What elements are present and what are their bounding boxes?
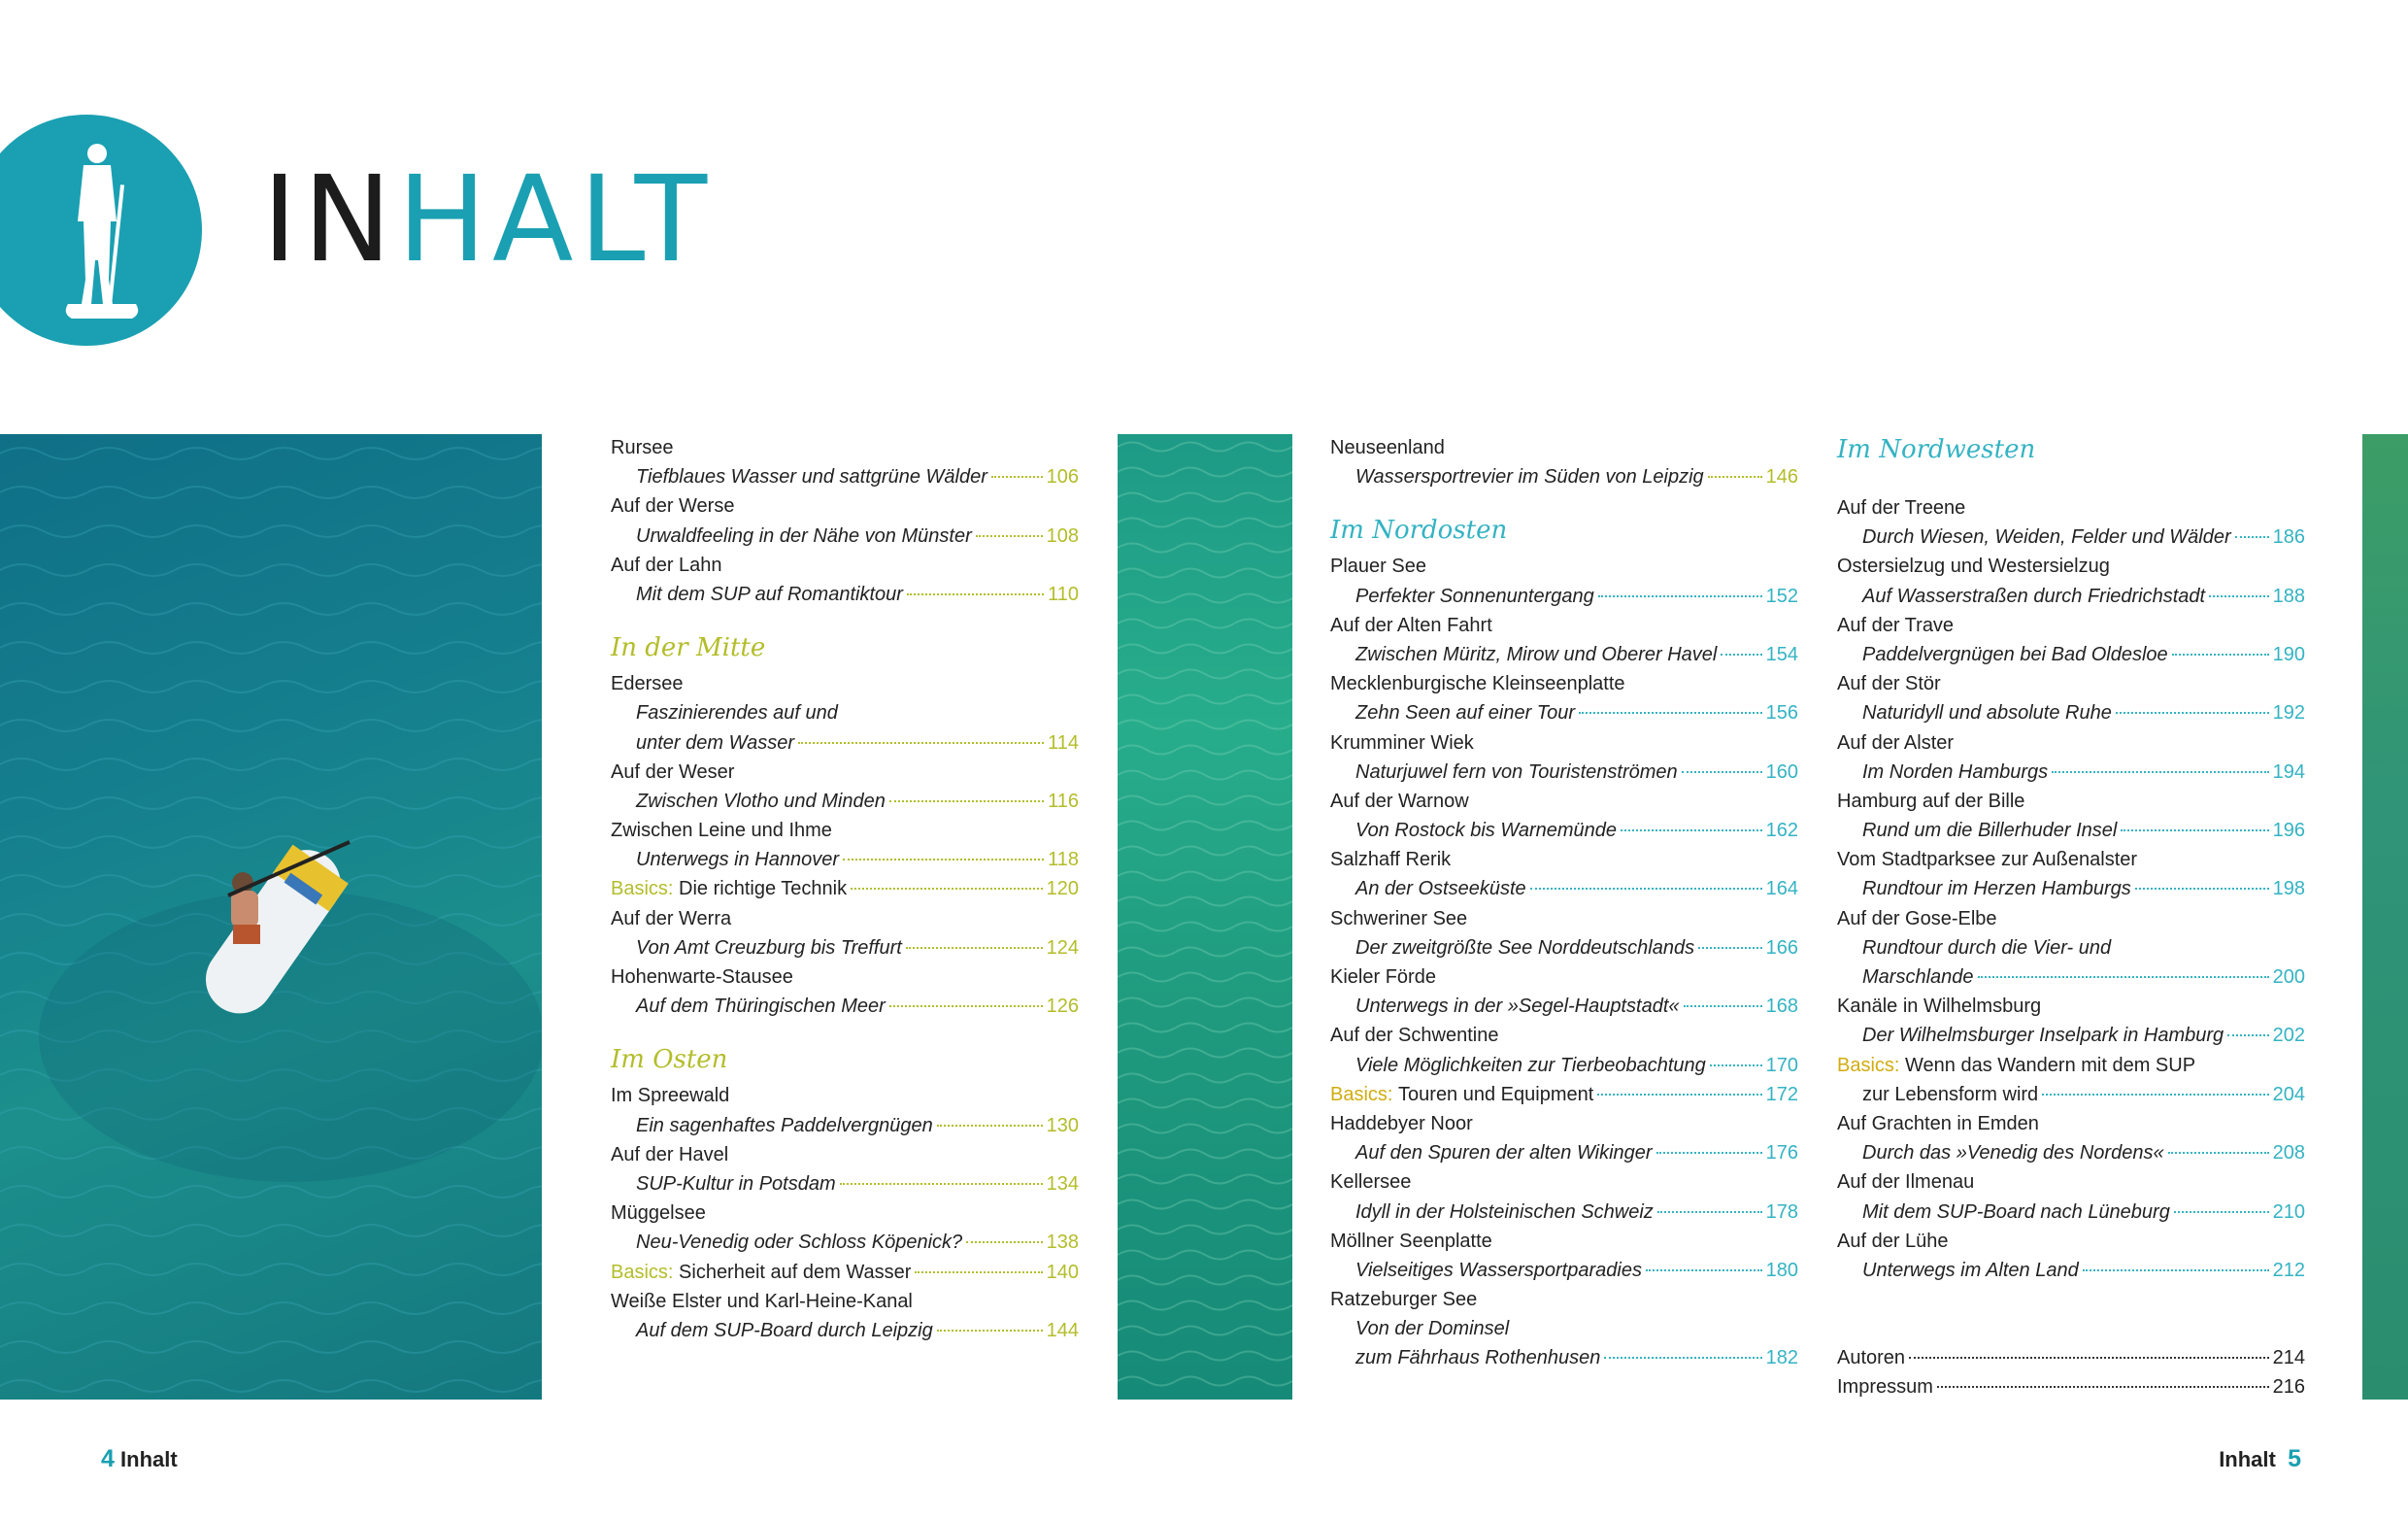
section-heading-osten: Im Osten — [611, 1045, 728, 1075]
toc-subtitle: Der Wilhelmsburger Inselpark in Hamburg — [1862, 1025, 2224, 1047]
toc-title: Salzhaff Rerik — [1330, 849, 1452, 871]
page-number: 166 — [1765, 936, 1798, 959]
toc-title: Hohenwarte-Stausee — [611, 966, 793, 988]
folio-left: 4 — [101, 1445, 115, 1472]
toc-subtitle: Wassersportrevier im Süden von Leipzig — [1355, 466, 1704, 489]
toc-entry[interactable] — [611, 1169, 1079, 1198]
toc-subtitle: Zwischen Vlotho und Minden — [636, 790, 886, 812]
page-number: 198 — [2272, 878, 2305, 900]
toc-entry[interactable] — [1837, 1138, 2305, 1167]
basics-label: Basics: — [611, 1261, 674, 1283]
folio-right: 5 — [2288, 1445, 2301, 1472]
toc-subtitle: Unterwegs im Alten Land — [1862, 1259, 2079, 1281]
toc-title: Neuseenland — [1330, 437, 1445, 458]
toc-subtitle: Naturidyll und absolute Ruhe — [1862, 702, 2112, 725]
toc-title: Müggelsee — [611, 1202, 706, 1225]
page-number: 106 — [1046, 466, 1079, 489]
toc-title: Auf der Lahn — [611, 554, 722, 576]
toc-column-2 — [1330, 433, 1798, 1373]
page-number: 202 — [2272, 1025, 2305, 1047]
toc-entry[interactable] — [1837, 582, 2305, 611]
toc-entry[interactable] — [1330, 1198, 1798, 1227]
toc-title: Auf der Weser — [611, 760, 735, 783]
basics-text: Die richtige Technik — [679, 878, 848, 900]
toc-subtitle: Rund um die Billerhuder Insel — [1862, 820, 2118, 842]
basics-label: Basics: — [1837, 1054, 1900, 1076]
toc-subtitle: Zwischen Müritz, Mirow und Oberer Havel — [1355, 643, 1718, 665]
toc-entry[interactable] — [1330, 698, 1798, 727]
basics-text: Touren und Equipment — [1398, 1083, 1594, 1105]
toc-entry[interactable] — [611, 1111, 1079, 1140]
toc-title: Auf der Treene — [1837, 497, 1966, 519]
page-number: 152 — [1765, 585, 1798, 607]
toc-entry[interactable] — [1837, 1021, 2305, 1050]
toc-subtitle: Tiefblaues Wasser und sattgrüne Wälder — [636, 466, 987, 489]
toc-entry[interactable] — [1837, 962, 2305, 992]
toc-entry[interactable] — [611, 1228, 1079, 1257]
toc-subtitle: Mit dem SUP auf Romantiktour — [636, 583, 903, 605]
toc-basics-entry[interactable] — [1837, 1080, 2305, 1109]
page-number: 188 — [2272, 585, 2305, 607]
toc-subtitle: Idyll in der Holsteinischen Schweiz — [1355, 1200, 1654, 1223]
photo-paddleboarder — [0, 434, 542, 1400]
toc-subtitle: Urwaldfeeling in der Nähe von Münster — [636, 524, 972, 547]
toc-entry[interactable] — [1330, 1343, 1798, 1372]
toc-entry[interactable] — [1837, 523, 2305, 552]
paddleboarder-icon — [0, 115, 202, 346]
toc-entry[interactable] — [1837, 758, 2305, 787]
page-number: 146 — [1765, 466, 1798, 489]
toc-entry[interactable] — [1837, 1256, 2305, 1285]
running-footer-left: Inhalt — [120, 1447, 178, 1471]
toc-title: Auf der Lühe — [1837, 1230, 1949, 1252]
basics-label: Basics: — [611, 878, 674, 900]
basics-label: Basics: — [1330, 1083, 1393, 1105]
page-number: 204 — [2272, 1083, 2305, 1105]
page-number: 134 — [1046, 1172, 1079, 1195]
toc-title: Auf der Havel — [611, 1143, 729, 1165]
toc-entry[interactable] — [1837, 874, 2305, 903]
toc-entry[interactable] — [1330, 1256, 1798, 1285]
toc-title: Zwischen Leine und Ihme — [611, 820, 832, 842]
toc-entry[interactable] — [611, 462, 1079, 491]
toc-subtitle: Perfekter Sonnenuntergang — [1355, 585, 1594, 607]
toc-subtitle: Unterwegs in Hannover — [636, 849, 839, 871]
page-number: 120 — [1046, 878, 1079, 900]
toc-title: Weiße Elster und Karl-Heine-Kanal — [611, 1290, 913, 1312]
toc-entry[interactable] — [1330, 874, 1798, 903]
toc-title: Auf der Werra — [611, 907, 732, 929]
title-part-teal: HALT — [397, 151, 714, 288]
page-number: 114 — [1048, 731, 1079, 754]
page-number: 178 — [1765, 1200, 1798, 1223]
toc-subtitle: Auf Wasserstraßen durch Friedrichstadt — [1862, 585, 2206, 607]
toc-entry[interactable] — [611, 580, 1079, 609]
page-number: 138 — [1046, 1232, 1079, 1254]
toc-subtitle: Marschlande — [1862, 966, 1974, 988]
toc-entry[interactable] — [1330, 640, 1798, 669]
toc-impressum[interactable] — [1837, 1372, 2305, 1401]
footer-left — [101, 1445, 178, 1473]
toc-column-3 — [1837, 433, 2305, 1401]
page-number: 130 — [1046, 1114, 1079, 1136]
toc-subtitle: Auf den Spuren der alten Wikinger — [1355, 1142, 1653, 1165]
page-number: 118 — [1048, 849, 1079, 871]
toc-subtitle: Vielseitiges Wassersportparadies — [1355, 1259, 1642, 1281]
page-number: 172 — [1765, 1083, 1798, 1105]
page-number: 196 — [2272, 820, 2305, 842]
page-number: 200 — [2272, 966, 2305, 988]
toc-subtitle: An der Ostseeküste — [1355, 878, 1526, 900]
page-number: 124 — [1046, 936, 1079, 959]
toc-entry[interactable] — [1837, 1198, 2305, 1227]
toc-subtitle: Paddelvergnügen bei Bad Oldesloe — [1862, 643, 2168, 665]
toc-title: Impressum — [1837, 1376, 1933, 1399]
page-number: 170 — [1765, 1054, 1798, 1076]
toc-title: Haddebyer Noor — [1330, 1112, 1473, 1134]
toc-subtitle: Rundtour im Herzen Hamburgs — [1862, 878, 2131, 900]
page-number: 186 — [2272, 526, 2305, 549]
toc-title: Im Spreewald — [611, 1085, 730, 1107]
toc-subtitle: Faszinierendes auf und — [636, 702, 838, 725]
page-number: 212 — [2272, 1259, 2305, 1281]
toc-title: Möllner Seenplatte — [1330, 1230, 1492, 1252]
toc-autoren[interactable] — [1837, 1343, 2305, 1372]
toc-entry[interactable] — [611, 1316, 1079, 1345]
toc-title: Krumminer Wiek — [1330, 731, 1474, 754]
page-number: 180 — [1765, 1259, 1798, 1281]
toc-title: Kellersee — [1330, 1171, 1412, 1194]
toc-subtitle: Durch Wiesen, Weiden, Felder und Wälder — [1862, 526, 2231, 549]
toc-title: Auf der Alten Fahrt — [1330, 614, 1492, 636]
toc-title: Auf der Alster — [1837, 731, 1955, 754]
toc-entry[interactable] — [1330, 1051, 1798, 1080]
toc-subtitle: Von der Dominsel — [1355, 1318, 1510, 1340]
toc-title: Auf Grachten in Emden — [1837, 1112, 2039, 1134]
page-number: 210 — [2272, 1200, 2305, 1223]
page-number: 162 — [1765, 820, 1798, 842]
toc-title: Auf der Stör — [1837, 673, 1941, 695]
toc-basics-title — [1837, 1051, 2305, 1080]
toc-title: Auf der Gose-Elbe — [1837, 907, 1997, 929]
toc-subtitle: Zehn Seen auf einer Tour — [1355, 702, 1576, 725]
toc-entry[interactable] — [1330, 462, 1798, 491]
toc-title: Autoren — [1837, 1347, 1906, 1369]
toc-entry[interactable] — [611, 728, 1079, 758]
logo-badge — [0, 115, 202, 346]
page-number: 108 — [1046, 524, 1079, 547]
toc-title: Auf der Ilmenau — [1837, 1171, 1975, 1194]
page-number: 156 — [1765, 702, 1798, 725]
title-part-dark: IN — [262, 151, 398, 288]
page-number: 144 — [1046, 1319, 1079, 1341]
page-number: 190 — [2272, 643, 2305, 665]
toc-title: Ratzeburger See — [1330, 1289, 1478, 1311]
page-number: 154 — [1765, 643, 1798, 665]
toc-subtitle: Von Amt Creuzburg bis Treffurt — [636, 936, 902, 959]
toc-subtitle: Unterwegs in der »Segel-Hauptstadt« — [1355, 996, 1680, 1018]
toc-subtitle: Durch das »Venedig des Nordens« — [1862, 1142, 2164, 1165]
toc-entry[interactable] — [611, 845, 1079, 874]
section-heading-nordwesten: Im Nordwesten — [1837, 435, 2036, 464]
page-number: 182 — [1765, 1347, 1798, 1369]
toc-subtitle: Von Rostock bis Warnemünde — [1355, 820, 1618, 842]
toc-entry[interactable] — [1837, 816, 2305, 845]
toc-basics-entry[interactable] — [611, 1258, 1079, 1287]
toc-entry[interactable] — [611, 992, 1079, 1021]
toc-entry[interactable] — [1330, 933, 1798, 962]
basics-text: Wenn das Wandern mit dem SUP — [1905, 1054, 2196, 1076]
toc-subtitle: Ein sagenhaftes Paddelvergnügen — [636, 1114, 933, 1136]
footer-right — [2219, 1445, 2301, 1473]
toc-title: Rursee — [611, 437, 674, 458]
toc-subtitle: Naturjuwel fern von Touristenströmen — [1355, 760, 1678, 783]
toc-entry[interactable] — [1330, 816, 1798, 845]
toc-entry[interactable] — [1330, 992, 1798, 1021]
toc-title: Plauer See — [1330, 556, 1426, 578]
toc-entry[interactable] — [1837, 698, 2305, 727]
page-number: 194 — [2272, 760, 2305, 783]
photo-water-mid — [1118, 434, 1292, 1400]
page-number: 208 — [2272, 1142, 2305, 1165]
page-number: 116 — [1048, 790, 1079, 812]
toc-subtitle: Auf dem SUP-Board durch Leipzig — [636, 1319, 933, 1341]
toc-entry[interactable] — [1330, 582, 1798, 611]
toc-title: Mecklenburgische Kleinseenplatte — [1330, 673, 1625, 695]
toc-title: Kieler Förde — [1330, 966, 1436, 988]
page-number: 160 — [1765, 760, 1798, 783]
toc-title: Kanäle in Wilhelmsburg — [1837, 996, 2042, 1018]
page-number: 192 — [2272, 702, 2305, 725]
toc-basics-entry[interactable] — [611, 874, 1079, 903]
toc-entry[interactable] — [611, 933, 1079, 962]
basics-text: zur Lebensform wird — [1862, 1083, 2039, 1105]
section-heading-mitte: In der Mitte — [611, 633, 766, 663]
toc-title: Auf der Trave — [1837, 614, 1955, 636]
toc-title: Edersee — [611, 673, 684, 695]
photo-water-right — [2362, 434, 2408, 1400]
toc-subtitle: Viele Möglichkeiten zur Tierbeobachtung — [1355, 1054, 1706, 1076]
toc-title: Ostersielzug und Westersielzug — [1837, 556, 2110, 578]
toc-entry[interactable] — [611, 787, 1079, 816]
page-number: 168 — [1765, 996, 1798, 1018]
toc-column-1 — [611, 433, 1079, 1345]
toc-entry[interactable] — [1837, 640, 2305, 669]
page-number: 214 — [2272, 1347, 2305, 1369]
page-number: 126 — [1046, 996, 1079, 1018]
toc-subtitle: zum Fährhaus Rothenhusen — [1355, 1347, 1601, 1369]
toc-entry[interactable] — [1330, 1138, 1798, 1167]
toc-subtitle: unter dem Wasser — [636, 731, 795, 754]
toc-subtitle: SUP-Kultur in Potsdam — [636, 1172, 836, 1195]
toc-subtitle: Rundtour durch die Vier- und — [1862, 936, 2112, 959]
toc-subtitle: Mit dem SUP-Board nach Lüneburg — [1862, 1200, 2170, 1223]
page-number: 216 — [2272, 1376, 2305, 1399]
page-number: 140 — [1046, 1261, 1079, 1283]
toc-subtitle: Auf dem Thüringischen Meer — [636, 996, 886, 1018]
basics-text: Sicherheit auf dem Wasser — [679, 1261, 912, 1283]
section-heading-nordosten: Im Nordosten — [1330, 516, 1508, 546]
toc-subtitle: Der zweitgrößte See Norddeutschlands — [1355, 936, 1695, 959]
page-number: 110 — [1048, 583, 1079, 605]
page-number: 164 — [1765, 878, 1798, 900]
page-number: 176 — [1765, 1142, 1798, 1165]
toc-title: Hamburg auf der Bille — [1837, 790, 2025, 812]
toc-subtitle: Neu-Venedig oder Schloss Köpenick? — [636, 1232, 963, 1254]
toc-entry[interactable] — [1330, 758, 1798, 787]
running-footer-right: Inhalt — [2219, 1447, 2276, 1471]
toc-title: Auf der Werse — [611, 495, 735, 518]
toc-title: Auf der Schwentine — [1330, 1025, 1499, 1047]
toc-title: Schweriner See — [1330, 907, 1468, 929]
toc-entry[interactable] — [611, 522, 1079, 551]
page-title — [262, 151, 714, 288]
toc-title: Auf der Warnow — [1330, 790, 1469, 812]
toc-basics-entry[interactable] — [1330, 1080, 1798, 1109]
toc-title: Vom Stadtparksee zur Außenalster — [1837, 849, 2138, 871]
toc-subtitle: Im Norden Hamburgs — [1862, 760, 2049, 783]
